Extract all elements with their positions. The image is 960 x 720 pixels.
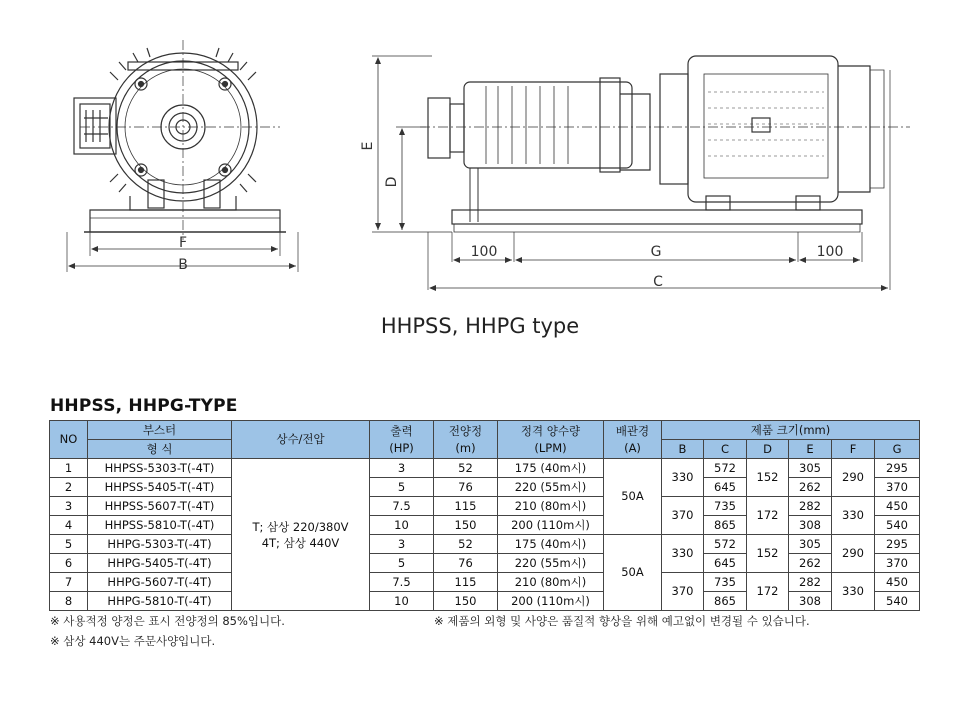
header-phase-voltage: 상수/전압 bbox=[232, 421, 370, 459]
table-row bbox=[50, 478, 920, 497]
table-row bbox=[50, 497, 920, 516]
table-row bbox=[50, 592, 920, 611]
cell-head: 115 bbox=[434, 573, 498, 592]
dim-label-b: B bbox=[178, 257, 188, 273]
cell-model: HHPG-5405-T(-4T) bbox=[88, 554, 232, 573]
cell-model: HHPSS-5405-T(-4T) bbox=[88, 478, 232, 497]
cell-model: HHPSS-5607-T(-4T) bbox=[88, 497, 232, 516]
header-flow-unit: (LPM) bbox=[534, 440, 567, 455]
cell-flow: 200 (110m시) bbox=[498, 592, 604, 611]
header-dim-c: C bbox=[704, 440, 747, 459]
cell-dim-f: 330 bbox=[832, 497, 875, 535]
cell-no: 5 bbox=[50, 535, 88, 554]
dim-label-c: C bbox=[653, 274, 663, 290]
cell-flow: 210 (80m시) bbox=[498, 497, 604, 516]
cell-hp: 10 bbox=[370, 516, 434, 535]
cell-dim-g: 295 bbox=[875, 459, 920, 478]
cell-no: 1 bbox=[50, 459, 88, 478]
cell-dim-e: 262 bbox=[789, 554, 832, 573]
header-output bbox=[370, 421, 434, 459]
spec-table bbox=[49, 420, 920, 611]
cell-hp: 5 bbox=[370, 478, 434, 497]
cell-dim-c: 572 bbox=[704, 535, 747, 554]
cell-head: 76 bbox=[434, 554, 498, 573]
cell-model: HHPG-5810-T(-4T) bbox=[88, 592, 232, 611]
cell-flow: 220 (55m시) bbox=[498, 554, 604, 573]
cell-hp: 3 bbox=[370, 459, 434, 478]
header-booster: 부스터 bbox=[88, 421, 232, 440]
cell-model: HHPSS-5303-T(-4T) bbox=[88, 459, 232, 478]
cell-dim-e: 262 bbox=[789, 478, 832, 497]
header-dim-b: B bbox=[662, 440, 704, 459]
header-pipe bbox=[604, 421, 662, 459]
cell-hp: 3 bbox=[370, 535, 434, 554]
pump-technical-drawing bbox=[0, 0, 960, 310]
cell-no: 7 bbox=[50, 573, 88, 592]
header-pipe-unit: (A) bbox=[624, 440, 641, 455]
cell-dim-f: 290 bbox=[832, 459, 875, 497]
cell-dim-c: 735 bbox=[704, 497, 747, 516]
dim-label-d: D bbox=[384, 176, 400, 188]
cell-dim-e: 305 bbox=[789, 535, 832, 554]
header-dim-g: G bbox=[875, 440, 920, 459]
cell-head: 150 bbox=[434, 592, 498, 611]
cell-dim-e: 282 bbox=[789, 497, 832, 516]
cell-no: 3 bbox=[50, 497, 88, 516]
cell-dim-f: 290 bbox=[832, 535, 875, 573]
header-dim-f: F bbox=[832, 440, 875, 459]
header-dims: 제품 크기(mm) bbox=[662, 421, 920, 440]
cell-no: 2 bbox=[50, 478, 88, 497]
cell-dim-c: 572 bbox=[704, 459, 747, 478]
cell-hp: 7.5 bbox=[370, 497, 434, 516]
table-title: HHPSS, HHPG-TYPE bbox=[50, 396, 238, 416]
dim-label-e: E bbox=[360, 141, 376, 151]
cell-dim-b: 330 bbox=[662, 535, 704, 573]
header-output-unit: (HP) bbox=[389, 440, 414, 455]
cell-dim-c: 865 bbox=[704, 592, 747, 611]
cell-model: HHPG-5607-T(-4T) bbox=[88, 573, 232, 592]
table-row bbox=[50, 516, 920, 535]
cell-model: HHPG-5303-T(-4T) bbox=[88, 535, 232, 554]
cell-dim-c: 865 bbox=[704, 516, 747, 535]
cell-dim-b: 370 bbox=[662, 573, 704, 611]
dim-label-right-100: 100 bbox=[816, 244, 844, 260]
dim-label-g: G bbox=[650, 244, 662, 260]
cell-no: 6 bbox=[50, 554, 88, 573]
note-head-range: ※ 사용적정 양정은 표시 전양정의 85%입니다. bbox=[50, 614, 285, 628]
cell-dim-c: 735 bbox=[704, 573, 747, 592]
cell-dim-e: 308 bbox=[789, 592, 832, 611]
header-flow bbox=[498, 421, 604, 459]
cell-dim-d: 172 bbox=[747, 497, 789, 535]
cell-dim-g: 450 bbox=[875, 497, 920, 516]
table-row bbox=[50, 459, 920, 478]
cell-dim-c: 645 bbox=[704, 554, 747, 573]
cell-dim-d: 152 bbox=[747, 535, 789, 573]
cell-head: 76 bbox=[434, 478, 498, 497]
header-pipe-label: 배관경 bbox=[615, 423, 650, 438]
cell-flow: 220 (55m시) bbox=[498, 478, 604, 497]
cell-flow: 210 (80m시) bbox=[498, 573, 604, 592]
cell-dim-e: 305 bbox=[789, 459, 832, 478]
cell-flow: 175 (40m시) bbox=[498, 535, 604, 554]
cell-no: 4 bbox=[50, 516, 88, 535]
cell-head: 150 bbox=[434, 516, 498, 535]
header-dim-e: E bbox=[789, 440, 832, 459]
header-head-unit: (m) bbox=[455, 440, 476, 455]
cell-hp: 10 bbox=[370, 592, 434, 611]
header-no: NO bbox=[50, 421, 88, 459]
header-output-label: 출력 bbox=[390, 423, 413, 438]
note-spec-change: ※ 제품의 외형 및 사양은 품질적 향상을 위해 예고없이 변경될 수 있습니다. bbox=[434, 614, 810, 628]
cell-dim-e: 282 bbox=[789, 573, 832, 592]
cell-dim-e: 308 bbox=[789, 516, 832, 535]
header-head bbox=[434, 421, 498, 459]
header-head-label: 전양정 bbox=[448, 423, 483, 438]
cell-pipe: 50A bbox=[604, 459, 662, 535]
cell-dim-g: 540 bbox=[875, 516, 920, 535]
cell-dim-b: 370 bbox=[662, 497, 704, 535]
dim-label-f: F bbox=[178, 235, 188, 251]
cell-dim-d: 152 bbox=[747, 459, 789, 497]
cell-no: 8 bbox=[50, 592, 88, 611]
header-dim-d: D bbox=[747, 440, 789, 459]
cell-dim-b: 330 bbox=[662, 459, 704, 497]
cell-dim-g: 295 bbox=[875, 535, 920, 554]
header-flow-label: 정격 양수량 bbox=[520, 423, 581, 438]
cell-dim-g: 450 bbox=[875, 573, 920, 592]
note-voltage-440: ※ 삼상 440V는 주문사양입니다. bbox=[50, 634, 216, 648]
cell-dim-g: 370 bbox=[875, 554, 920, 573]
cell-head: 52 bbox=[434, 535, 498, 554]
cell-flow: 175 (40m시) bbox=[498, 459, 604, 478]
header-model: 형 식 bbox=[88, 440, 232, 459]
cell-head: 115 bbox=[434, 497, 498, 516]
dim-label-left-100: 100 bbox=[470, 244, 498, 260]
drawing-caption: HHPSS, HHPG type bbox=[380, 314, 580, 338]
cell-dim-f: 330 bbox=[832, 573, 875, 611]
table-row bbox=[50, 535, 920, 554]
cell-model: HHPSS-5810-T(-4T) bbox=[88, 516, 232, 535]
cell-hp: 5 bbox=[370, 554, 434, 573]
cell-dim-c: 645 bbox=[704, 478, 747, 497]
cell-dim-g: 370 bbox=[875, 478, 920, 497]
cell-voltage: T; 삼상 220/380V 4T; 삼상 440V bbox=[232, 459, 370, 611]
table-row bbox=[50, 554, 920, 573]
cell-dim-g: 540 bbox=[875, 592, 920, 611]
cell-hp: 7.5 bbox=[370, 573, 434, 592]
cell-pipe: 50A bbox=[604, 535, 662, 611]
cell-flow: 200 (110m시) bbox=[498, 516, 604, 535]
cell-head: 52 bbox=[434, 459, 498, 478]
cell-dim-d: 172 bbox=[747, 573, 789, 611]
table-row bbox=[50, 573, 920, 592]
